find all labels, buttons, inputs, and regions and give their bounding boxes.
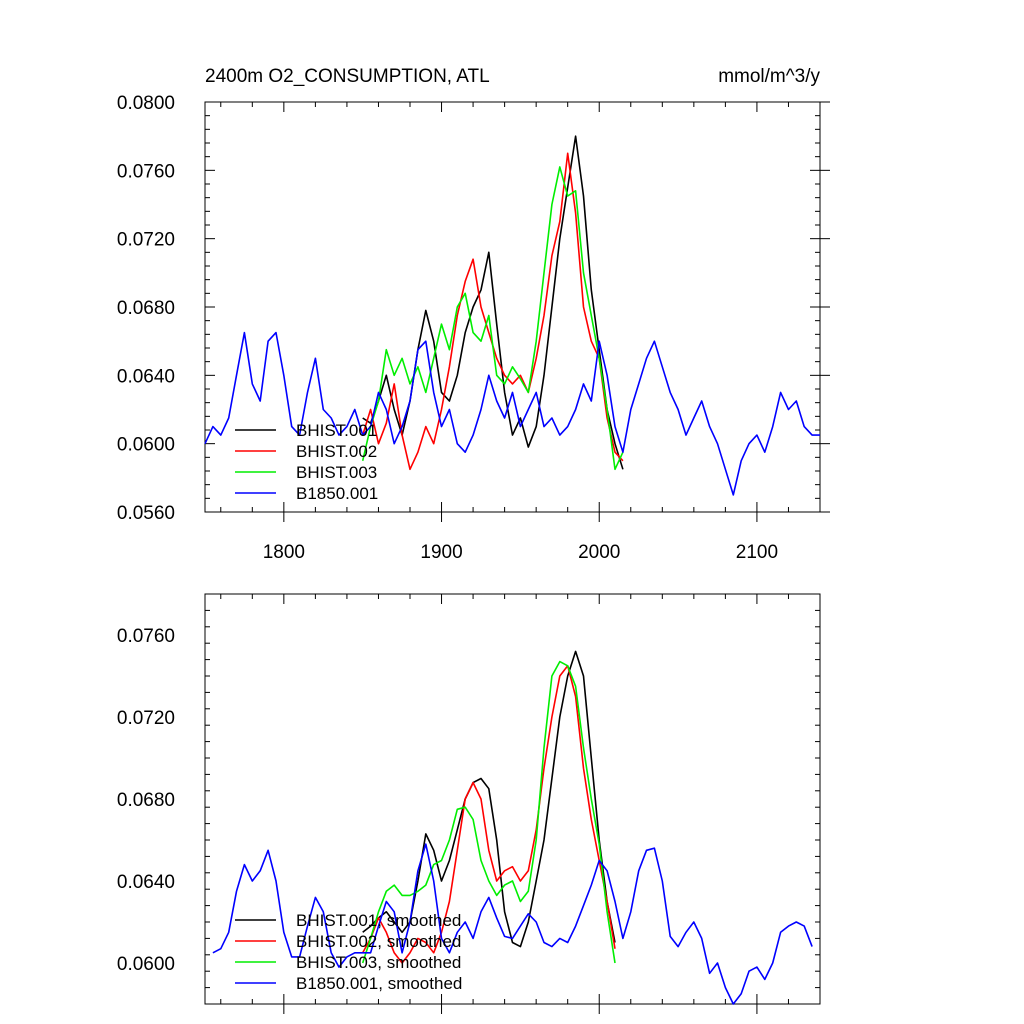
legend-label: BHIST.003, smoothed <box>296 953 462 972</box>
legend-label: BHIST.001, smoothed <box>296 911 462 930</box>
y-tick-label: 0.0800 <box>116 93 175 114</box>
legend-label: B1850.001, smoothed <box>296 974 463 993</box>
y-tick-label: 0.0640 <box>116 366 175 388</box>
y-tick-label: 0.0680 <box>116 298 175 319</box>
legend-label: BHIST.001 <box>296 421 378 440</box>
y-tick-label: 0.0640 <box>116 872 175 893</box>
y-tick-label: 0.0560 <box>116 503 175 524</box>
x-tick-label: 2100 <box>735 542 779 563</box>
legend-label: BHIST.002, smoothed <box>296 932 462 951</box>
x-tick-label: 1800 <box>262 542 305 563</box>
bottom-panel <box>117 594 820 1014</box>
x-tick-label: 1900 <box>420 542 463 563</box>
x-tick-label: 2000 <box>578 542 621 563</box>
legend-label: B1850.001 <box>296 484 379 503</box>
y-tick-label: 0.0720 <box>116 229 175 251</box>
chart-title: 2400m O2_CONSUMPTION, ATL <box>205 66 490 87</box>
units-label: mmol/m^3/y <box>718 66 820 87</box>
legend-label: BHIST.002 <box>296 442 378 461</box>
y-tick-label: 0.0600 <box>116 954 175 975</box>
y-tick-label: 0.0600 <box>116 434 175 456</box>
top-panel <box>117 66 830 563</box>
legend-label: BHIST.003 <box>296 463 378 482</box>
series-line-bhist-003 <box>363 167 623 469</box>
y-tick-label: 0.0760 <box>116 626 175 647</box>
y-tick-label: 0.0680 <box>116 790 175 811</box>
y-tick-label: 0.0720 <box>116 708 175 729</box>
y-tick-label: 0.0760 <box>116 161 175 183</box>
